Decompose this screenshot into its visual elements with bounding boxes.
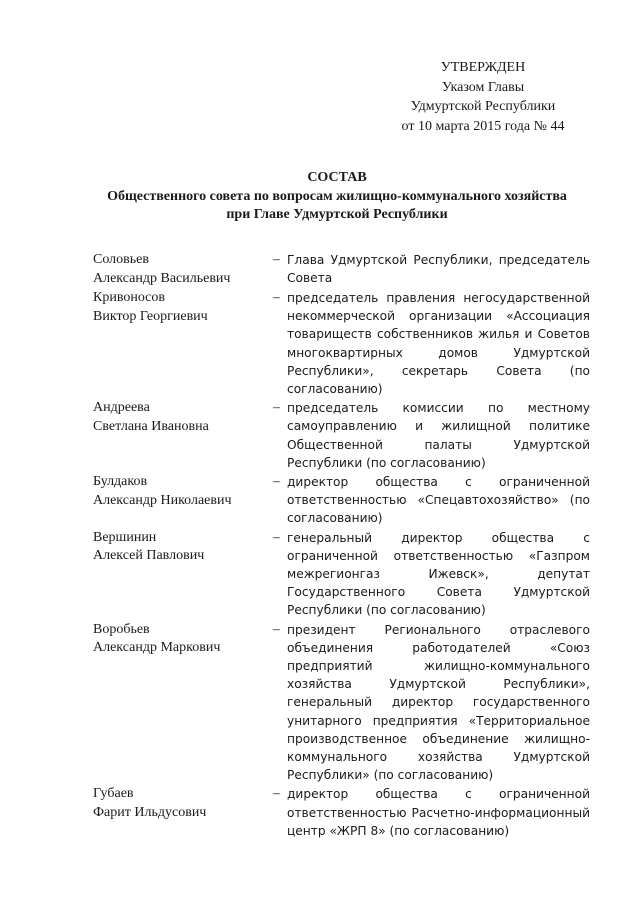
member-surname: Соловьев <box>93 252 149 267</box>
members-list <box>93 251 590 841</box>
member-given-names: Светлана Ивановна <box>93 418 209 434</box>
member-role: председатель комиссии по местному самоуправлению и жилищной политике Общественной палаты Удмуртской Республики (по согласованию) <box>287 401 590 470</box>
member-dash: – <box>273 529 280 545</box>
member-surname: Вершинин <box>93 529 157 545</box>
member-row <box>93 785 590 840</box>
member-name <box>93 473 273 528</box>
member-surname: Воробьев <box>93 621 150 637</box>
document-title: СОСТАВ <box>307 170 367 185</box>
member-role: директор общества с ограниченной ответственностью Расчетно-информационный центр «ЖРП 8» (по согласованию) <box>287 787 590 838</box>
approval-region: Удмуртской Республики <box>410 99 556 114</box>
approval-status: УТВЕРЖДЕН <box>440 60 526 75</box>
member-role: Глава Удмуртской Республики, председатель Совета <box>287 253 590 286</box>
member-given-names: Александр Васильевич <box>93 270 231 286</box>
member-row <box>93 289 590 398</box>
member-row <box>93 529 590 620</box>
member-surname: Кривоносов <box>93 290 166 305</box>
member-name <box>93 251 273 288</box>
member-row <box>93 621 590 785</box>
member-surname: Булдаков <box>93 474 148 490</box>
member-given-names: Фарит Ильдусович <box>93 804 207 820</box>
member-name <box>93 289 273 398</box>
member-dash: – <box>273 474 280 490</box>
document-subtitle-line-2: при Главе Удмуртской Республики <box>226 207 448 222</box>
member-name <box>93 529 273 620</box>
member-dash: – <box>273 786 280 802</box>
document-heading <box>70 169 604 225</box>
member-given-names: Алексей Павлович <box>93 548 205 564</box>
member-surname: Андреева <box>93 400 150 416</box>
member-role: генеральный директор общества с ограниченной ответственностью «Газпром межрегионгаз Ижевск», депутат Государственного Совета Удмуртской Республики (по согласованию) <box>287 530 590 618</box>
member-dash: – <box>273 400 280 416</box>
member-given-names: Александр Николаевич <box>93 492 232 508</box>
member-dash: – <box>273 290 280 305</box>
member-name <box>93 785 273 840</box>
approval-date: от 10 марта 2015 года № 44 <box>401 118 565 134</box>
member-row <box>93 399 590 472</box>
member-name <box>93 621 273 785</box>
member-name <box>93 399 273 472</box>
member-given-names: Виктор Георгиевич <box>93 308 208 324</box>
member-role: председатель правления негосударственной некоммерческой организации «Ассоциация товариществ собственников жилья и Советов многоквартирных домов Удмуртской Республики», секретарь Совета (по согласованию) <box>287 291 590 397</box>
member-row <box>93 251 590 288</box>
member-row <box>93 473 590 528</box>
member-given-names: Александр Маркович <box>93 640 221 656</box>
member-dash: – <box>273 252 280 267</box>
approval-decree: Указом Главы <box>441 79 525 95</box>
approval-block <box>378 58 588 136</box>
member-role: директор общества с ограниченной ответственностью «Спецавтохозяйство» (по согласованию) <box>287 475 590 526</box>
member-dash: – <box>273 621 280 637</box>
member-surname: Губаев <box>93 786 134 802</box>
member-role: президент Регионального отраслевого объединения работодателей «Союз предприятий жилищно-коммунального хозяйства Удмуртской Республики», генеральный директор государственного унитарного предприятия «Территориальное производственное объединение жилищно-коммунального хозяйства Удмуртской Республики» (по согласованию) <box>287 622 590 783</box>
document-subtitle-line-1: Общественного совета по вопросам жилищно-коммунального хозяйства <box>107 188 567 204</box>
